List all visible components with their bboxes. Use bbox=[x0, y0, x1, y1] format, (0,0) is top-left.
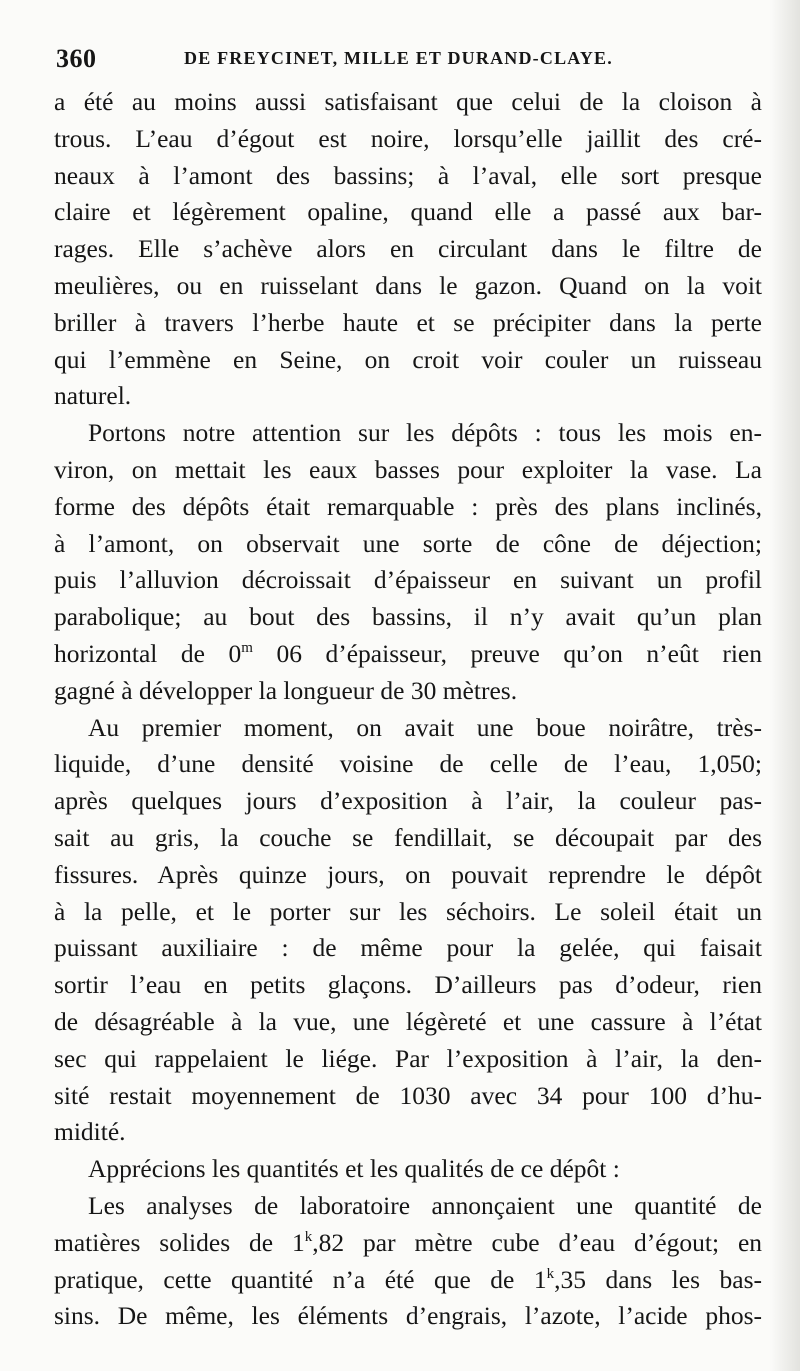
text-line: à l’amont, on observait une sorte de cône de déjection; bbox=[54, 528, 762, 558]
superscript: k bbox=[304, 1228, 313, 1245]
text-line: à la pelle, et le porter sur les séchoirs. Le soleil était un bbox=[54, 896, 762, 926]
superscript: m bbox=[241, 639, 253, 656]
page-number: 360 bbox=[56, 44, 97, 73]
superscript: k bbox=[546, 1265, 555, 1282]
text-line: viron, on mettait les eaux basses pour exploiter la vase. La bbox=[54, 454, 762, 484]
text-line: puissant auxiliaire : de même pour la gelée, qui faisait bbox=[54, 933, 762, 963]
text-line: neaux à l’amont des bassins; à l’aval, elle sort presque bbox=[54, 160, 762, 190]
text-line: trous. L’eau d’égout est noire, lorsqu’elle jaillit des cré- bbox=[54, 123, 762, 153]
text-line: Portons notre attention sur les dépôts : tous les mois en- bbox=[88, 418, 762, 448]
text-line: gagné à développer la longueur de 30 mètres. bbox=[54, 675, 518, 705]
text-segment: horizontal de 0 bbox=[54, 638, 242, 668]
text-segment: 06 d’épaisseur, preuve qu’on n’eût rien bbox=[252, 638, 762, 668]
text-line: midité. bbox=[54, 1117, 126, 1147]
text-line: a été au moins aussi satisfaisant que celui de la cloison à bbox=[54, 87, 762, 116]
text-line: Au premier moment, on avait une boue noirâtre, très- bbox=[88, 712, 762, 742]
text-line: rages. Elle s’achève alors en circulant dans le filtre de bbox=[54, 234, 762, 264]
text-line: puis l’alluvion décroissait d’épaisseur en suivant un profil bbox=[54, 565, 762, 595]
text-line: sortir l’eau en petits glaçons. D’ailleurs pas d’odeur, rien bbox=[54, 970, 762, 1000]
text-segment: matières solides de 1 bbox=[54, 1227, 305, 1257]
body-text bbox=[54, 84, 762, 1335]
text-line: fissures. Après quinze jours, on pouvait reprendre le dépôt bbox=[54, 859, 762, 889]
text-line: liquide, d’une densité voisine de celle de l’eau, 1,050; bbox=[54, 749, 762, 779]
text-line: après quelques jours d’exposition à l’air, la couleur pas- bbox=[54, 786, 762, 816]
text-line bbox=[54, 1225, 762, 1262]
text-line: sec qui rappelaient le liége. Par l’exposition à l’air, la den- bbox=[54, 1043, 762, 1073]
text-line: claire et légèrement opaline, quand elle a passé aux bar- bbox=[54, 197, 762, 227]
page-header bbox=[56, 44, 756, 78]
text-line: meulières, ou en ruisselant dans le gazon. Quand on la voit bbox=[54, 270, 762, 300]
text-line: de désagréable à la vue, une légèreté et une cassure à l’état bbox=[54, 1006, 762, 1036]
page-edge-shadow bbox=[770, 0, 800, 1371]
text-line: sité restait moyennement de 1030 avec 34 pour 100 d’hu- bbox=[54, 1080, 762, 1110]
text-segment: ,82 par mètre cube d’eau d’égout; en bbox=[312, 1227, 762, 1257]
text-line: naturel. bbox=[54, 381, 132, 411]
text-line bbox=[54, 1262, 762, 1299]
text-line bbox=[54, 636, 762, 673]
text-segment: ,35 dans les bas- bbox=[554, 1264, 762, 1294]
text-line: qui l’emmène en Seine, on croit voir couler un ruisseau bbox=[54, 344, 762, 374]
running-head: DE FREYCINET, MILLE ET DURAND-CLAYE. bbox=[184, 48, 613, 68]
text-line: forme des dépôts était remarquable : près des plans inclinés, bbox=[54, 491, 762, 521]
text-line: sait au gris, la couche se fendillait, se découpait par des bbox=[54, 822, 762, 852]
text-line: briller à travers l’herbe haute et se précipiter dans la perte bbox=[54, 307, 762, 337]
text-line: sins. De même, les éléments d’engrais, l’azote, l’acide phos- bbox=[54, 1301, 762, 1331]
text-line: Les analyses de laboratoire annonçaient une quantité de bbox=[88, 1190, 762, 1220]
text-line: parabolique; au bout des bassins, il n’y avait qu’un plan bbox=[54, 602, 762, 632]
text-line: Apprécions les quantités et les qualités de ce dépôt : bbox=[88, 1154, 620, 1184]
text-segment: pratique, cette quantité n’a été que de 1 bbox=[54, 1264, 547, 1294]
